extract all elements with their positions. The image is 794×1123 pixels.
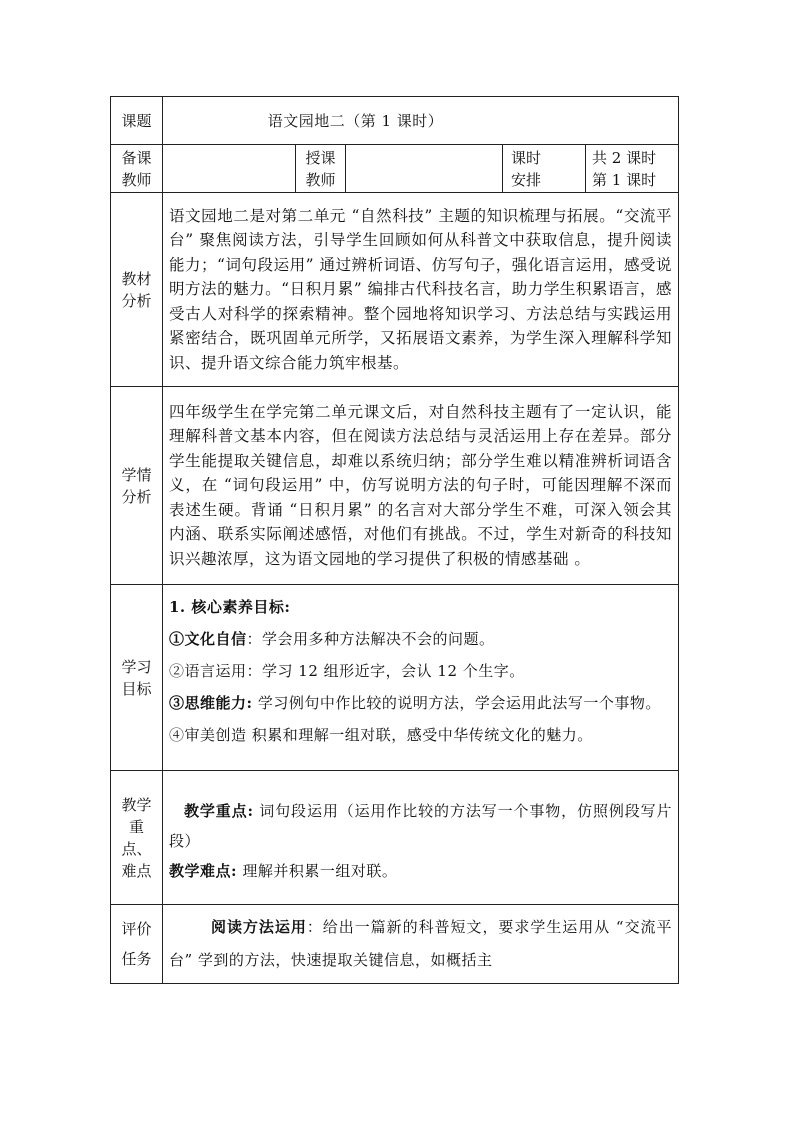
evaluation-row	[111, 905, 679, 984]
material-row	[111, 193, 679, 387]
meta-row	[111, 145, 679, 193]
evaluation-content: 阅读方法运用：给出一篇新的科普短文，要求学生运用从 “交流平台” 学到的方法，快速提取关键信息，如概括主	[163, 905, 679, 984]
keypoints-row	[111, 771, 679, 905]
students-label: 学情 分析	[111, 387, 163, 585]
prep-teacher-label: 备课 教师	[111, 145, 163, 193]
goal-item-4: ④审美创造 积累和理解一组对联，感受中华传统文化的魅力。	[169, 726, 593, 744]
key-point: 教学重点: 词句段运用（运用作比较的方法写一个事物，仿照例段写片段）	[169, 801, 673, 850]
hours-label: 课时 安排	[503, 145, 586, 193]
goal-item-2: ②语言运用：学习 12 组形近字，会认 12 个生字。	[169, 662, 525, 680]
goals-content	[163, 585, 679, 771]
keypoints-content	[163, 771, 679, 905]
evaluation-label: 评价 任务	[111, 905, 163, 984]
goals-label: 学习 目标	[111, 585, 163, 771]
goals-heading: 1. 核心素养目标:	[169, 598, 291, 616]
lesson-plan-table	[110, 96, 679, 984]
students-analysis-text: 四年级学生在学完第二单元课文后，对自然科技主题有了一定认识，能理解科普文基本内容，但在阅读方法总结与灵活运用上存在差异。部分学生能提取关键信息，却难以系统归纳；部分学生难以精准辨析词语含义，在 “词句段运用” 中，仿写说明方法的句子时，可能因理解不深而表述生硬。背诵 “日积月累” 的名言对大部分学生不难，可深入领会其内涵、联系实际阐述感悟，对他们有挑战。不过，学生对新奇的科技知识兴趣浓厚，这为语文园地的学习提供了积极的情感基础 。	[163, 387, 679, 585]
keypoints-label: 教学 重点、 难点	[111, 771, 163, 905]
title-row	[111, 97, 679, 145]
lesson-title: 语文园地二（第 1 课时）	[163, 97, 679, 145]
topic-label: 课题	[111, 97, 163, 145]
teaching-teacher-label: 授课 教师	[296, 145, 346, 193]
difficult-point: 教学难点: 理解并积累一组对联。	[169, 861, 398, 880]
material-analysis-text: 语文园地二是对第二单元 “自然科技” 主题的知识梳理与拓展。“交流平台” 聚焦阅读方法，引导学生回顾如何从科普文中获取信息，提升阅读能力；“词句段运用” 通过辨析词语、仿写句子，强化语言运用，感受说明方法的魅力。“日积月累” 编排古代科技名言，助力学生积累语言，感受古人对科学的探索精神。整个园地将知识学习、方法总结与实践运用紧密结合，既巩固单元所学，又拓展语文素养，为学生深入理解科学知识、提升语文综合能力筑牢根基。	[163, 193, 679, 387]
material-label: 教材 分析	[111, 193, 163, 387]
prep-teacher-value	[163, 145, 296, 193]
goal-item-3: ③思维能力: 学习例句中作比较的说明方法，学会运用此法写一个事物。	[169, 694, 661, 712]
students-row	[111, 387, 679, 585]
goals-row	[111, 585, 679, 771]
hours-value: 共 2 课时 第 1 课时	[586, 145, 679, 193]
teaching-teacher-value	[346, 145, 503, 193]
goal-item-1: ①文化自信：学会用多种方法解决不会的问题。	[169, 630, 495, 648]
